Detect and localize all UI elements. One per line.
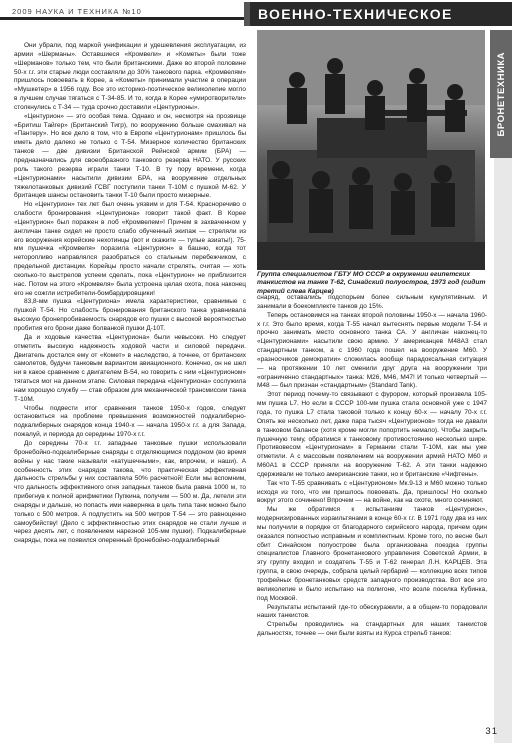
paragraph: Теперь остановимся на танках второй половины 1950-х — начала 1960-х г.г. Это было время, когда Т-55 начал вытеснять первые модели Т-54 и прочно занимать место основного танка СА. У англичан наконец-то «Центурионами» насытили свою армию. У американцев М48А3 стал стандартным танком, а с 1960 года пошел на вооружение М60. У «разносчиков демократии» сложилась вообще парадоксальная ситуация — на протяжении 10 лет сменили друг друга на вооружении три «ограниченно стандартных» танка: М26, М46, М47! И только четвертый — М48 — был признан «стандартным» (Standard Tank). [257, 311, 487, 390]
paragraph: Так что Т-55 сравнивать с «Центурионом» Мк.9-13 и М60 можно только исходя из того, что им пришлось повоевать. Да, пришлось! Но сколько вокруг этого сочинено! Впрочем — на войне, как на охоте, много сочиняют. [257, 479, 487, 505]
paragraph: Этот период почему-то связывают с фурором, который произвела 105-мм пушка L7. Но если в СССР 100-мм пушка стала основной уже с 1947 года, то пушка L7 стала таковой только к концу 60-х — началу 70-х г.г. Опять же несколько лет, даже пара тысяч «Центурионов» тогда не давали в танковом балансе (хотя кроме могли попортить немало). Чтобы закрыть пушечную тему, обратимся к танковому противостоянию несколько шире. Противовесом «Центурионам» в Германии стали Т-10М, как мы уже отметили. А с массовым появлением на вооружении армий НАТО М60 и М60А1 в СССР приняли на вооружение Т-62. А эти танки надежно сдерживали не только американские танки, но и британские «Чифтены». [257, 391, 487, 478]
paragraph: Чтобы подвести итог сравнения танков 1950-х годов, следует остановиться на проблеме превышения возможностей подкалиберно-подкалиберных снарядов конца 1940-х — начала 1950-х г.г. а для Запада, пожалуй, и периода до середины 1970-х г.г. [14, 404, 246, 439]
issue-header: 2009 НАУКА И ТЕХНИКА №10 [12, 7, 142, 16]
rubric-label: БРОНЕТЕХНИКА [495, 51, 507, 137]
paragraph: Но «Центурион» тех лет был очень уязвим и для Т-54. Красноречиво о слабости бронирования «Центуриона» говорит такой факт. В Корее «Центурион» был поражен в лоб «Кромвелем»! Причем в захваченном у англичан танке сидел не просто слабо обученный экипаж — стреляли из его вооружения корейские нехотинцы (вот и скажите — тупые азиаты!). 75-мм пушечка «Кромвеля» поразила «Центурион» в башню, когда тот неторопливо направлялся разобраться со стальным перебежчиком, с предельной дистанции. Корейцы просто начали стрелять, считая — хоть сколько-то выстрелов успеем сделать, пока «Центурион» не приблизится нас. Потом на этого «Кромвеля» была устроена целая охота, пока наконец его не сожгли истребители-бомбардировщики! [14, 201, 246, 297]
paragraph: Стрельбы проводились на стандартных для наших танкистов дальностях, точнее — они были взяты из Курса стрельб танков: [257, 621, 487, 638]
paragraph: Да и ходовые качества «Центуриона» были невысоки. Но следует отметить высокую надежность ходовой части и силовой передачи. Двигатель достался ему от «Комет» в наследство, а точнее, от британских самолетов, будучи танковым вариантом авиационного. Конечно, он не шел ни в какое сравнение с двигателем В-54, но говорить с ним «Центурионом» тягаться мог на данном этапе. Силовая передача «Центуриона» сослужила нам хорошую службу — став образом для механической трансмиссии танка Т-10М. [14, 333, 246, 403]
photo-caption: Группа специалистов ГБТУ МО СССР в окружении египетских танкистов на танке Т-62, Синайский полуостров, 1973 год (сидит третий слева Карцев) [257, 271, 486, 295]
left-column [14, 42, 246, 720]
paragraph: До середины 70-х г.г. западные танковые пушки использовали бронебойно-подкалиберные снаряды с отделяющимся поддоном (во время войны у нас такие называли «катушечными», как, впрочем, и наши). А особенность этих снарядов такова, что практическая эффективная дальность стрельбы у них составляла 50% расчетной! Если мы вспомним, что дальность эффективного огня западных танков была равна 1000 м, то прибегнув к полной арифметики Пупкина, получим — 500 м. Да, летели эти снаряды и дальше, но попасть ими наверняка в цель типа танк можно было только с 500 метров. А подпустить на 500 метров Т-54 — это равноценно самоубийству! (Дело с эффективностью этих снарядов не стали лучше и через десять лет, с появлением нарезной 105-мм пушки). Подкалиберные снаряды, пока не появился оперенный бронебойно-подкалиберный [14, 439, 246, 545]
paragraph: 83,8-мм пушка «Центуриона» имела характеристики, сравнимые с пушкой Т-54. Но слабость бронирования британского танка уравнивала высокую бронепробиваемость снарядов его пушки с высокой вероятностью пробития его брони даже болванкой пушки Д-10Т. [14, 298, 246, 332]
photo-illustration [257, 30, 485, 270]
paragraph: снаряд, оставались подспорьем более сильным кумулятивным. И занимали в боекомплекте танков до 15%. [257, 294, 487, 310]
page-number: 31 [485, 726, 498, 737]
section-header [244, 2, 512, 26]
paragraph: Мы же обратимся к испытаниям танков «Центурион», модернизированных израильтянами в конце 60-х г.г. В 1971 году два из них мы получили в порядке от благодарного сирийского народа, причем один оказался полностью исправным и комплектным. Кроме того, по весне был сбит Синайском полуострове была организована поездка группы специалистов Главного бронетанкового управления Советской Армии, в эту группу входил и создатель Т-55 и Т-62 генерал Л.Н. КАРЦЕВ. Эта группа, в свою очередь, собрала целый гербарий — коллекцию всех типов трофейных бронетанковых средств западного производства. Вот все это великолепие и было испытано на полигоне, что возле поселка Кубинка, под Москвой. [257, 506, 487, 602]
paragraph: Они убрали, под маркой унификации и удешевления эксплуатации, из армии «Шерманы». Оставшиеся «Кромвели» и «Кометы» были тоже «Шерманов» только тем, что были британскими. Даже во второй половине 50-х г.г. эти старые люди составляли до 30% танкового парка. «Кромвелям» пришлось повоевать в Корее, а «Кометы» принимали участие в операции «Мушкетер» в 1956 году. Все это историко-поэтическое великолепие могло в лучшем случае тягаться с Т-34-85. И то, когда в Корее «умиротворители» столкнулись с Т-34 — туда срочно доставили «Центурионы». [14, 42, 246, 111]
side-strip [494, 158, 512, 743]
paragraph: «Центурион» — это особая тема. Однако и он, несмотря на прозвище «Бритиш Тайгер» (Британский Тигр), по вооружению больше смахивал на «Пантеру». Но все дело в том, что в Европе «Центурионам» пришлось бы иметь дело далеко не только с Т-54. Мизерное количество британских танков — две дивизии Британской Рейнской армии (БРА) — предназначались для своеобразного танкового резерва НАТО. У русских роль такого резерва играли танки Т-10. В ту пору времени, когда «Центурионами» насытили дивизии БРА, на вооружение отдельных тяжелотанковых дивизий ГСВГ поступили танки Т-10М с пушкой М-62. У британцев шансы остановить танки Т-10 были просто мизерные. [14, 112, 246, 200]
right-column [257, 294, 487, 720]
section-title: ВОЕННО-ТЕХНИЧЕСКОЕ [258, 6, 453, 22]
paragraph: Результаты испытаний где-то обескуражили, а в общем-то порадовали наших танкистов. [257, 603, 487, 620]
tank-crew-photo [257, 30, 485, 270]
rubric-tab [490, 30, 512, 158]
